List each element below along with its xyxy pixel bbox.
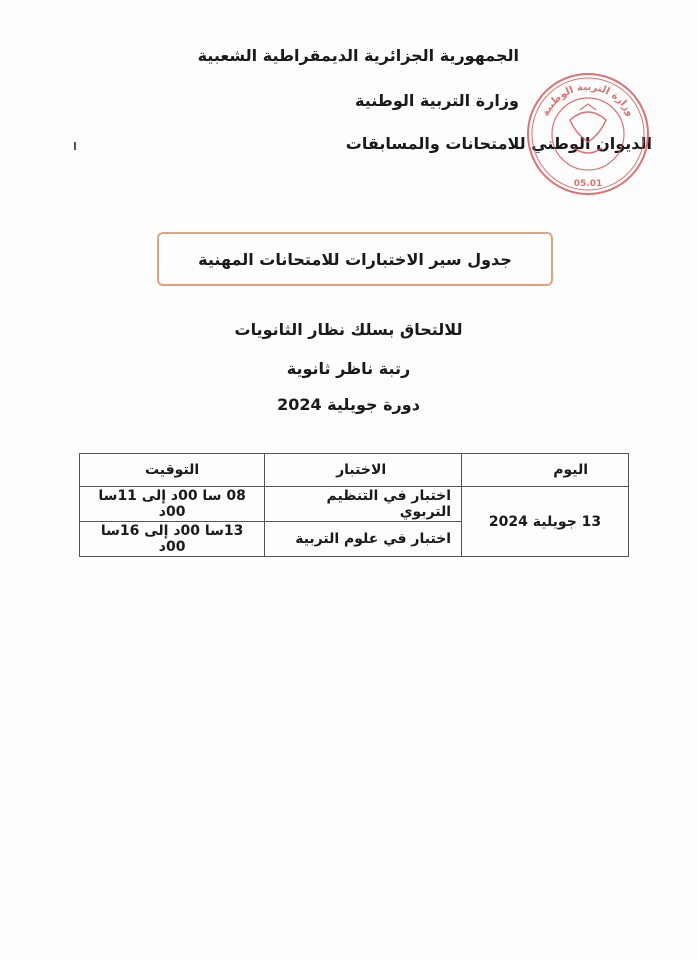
test-name: اختبار في التنظيم التربوي [265, 487, 462, 522]
subtitle-grade: رتبة ناظر ثانوية [286, 359, 411, 378]
document-title: جدول سير الاختبارات للامتحانات المهنية [198, 249, 512, 269]
test-name: اختبار في علوم التربية [265, 522, 462, 557]
stamp-code: 05.01 [573, 179, 603, 189]
table-row [80, 487, 629, 522]
republic-heading: الجمهورية الجزائرية الديمقراطية الشعبية [197, 46, 519, 65]
subtitle-corps: للالتحاق بسلك نظار الثانويات [234, 320, 463, 339]
test-time: 08 سا 00د إلى 11سا 00د [80, 487, 265, 522]
office-heading: الديوان الوطني للامتحانات والمسابقات [345, 134, 652, 153]
margin-mark [74, 142, 76, 150]
subtitle-session: دورة جويلية 2024 [277, 395, 420, 414]
exam-day: 13 جويلية 2024 [462, 487, 629, 557]
official-stamp [522, 70, 654, 198]
title-box [157, 232, 553, 286]
header-test: الاختبار [265, 454, 462, 487]
header-day: اليوم [462, 454, 629, 487]
svg-text:وزارة التربية الوطنية: وزارة التربية الوطنية [540, 81, 636, 119]
table-header-row [80, 454, 629, 487]
ministry-heading: وزارة التربية الوطنية [354, 91, 519, 110]
test-time: 13سا 00د إلى 16سا 00د [80, 522, 265, 557]
header-time: التوقيت [80, 454, 265, 487]
schedule-table [79, 453, 629, 557]
